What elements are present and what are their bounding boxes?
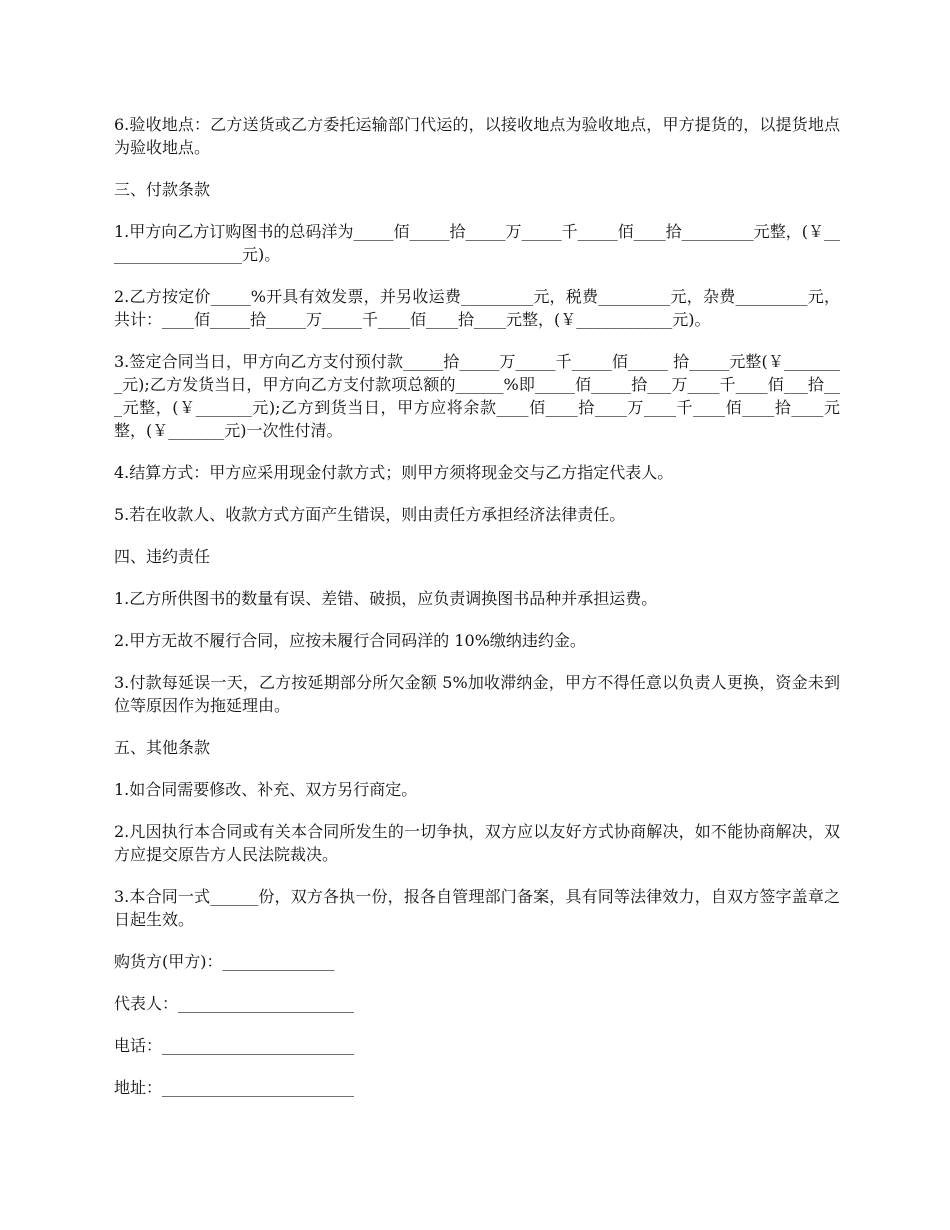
payment-clause-1: 1.甲方向乙方订购图书的总码洋为_____佰_____拾_____万_____千_____佰____拾_________元整，(￥__________________元)。 (114, 222, 840, 264)
payment-clause-3: 3.签定合同当日，甲方向乙方支付预付款_____拾_____万_____千_____佰_____ 拾_____元整(￥________元);乙方发货当日，甲方向乙方支付款项总额的______%即_____佰_____拾___万____千____佰___拾___元整，(￥_______元);乙方到货当日，甲方应将余款____佰____拾____万____千____佰____拾____元整，(￥_______元)一次性付清。 (114, 352, 840, 440)
liability-clause-1: 1.乙方所供图书的数量有误、差错、破损，应负责调换图书品种并承担运费。 (114, 589, 658, 608)
clause-6-inspection-location: 6.验收地点：乙方送货或乙方委托运输部门代运的，以接收地点为验收地点，甲方提货的，以提货地点为验收地点。 (114, 115, 840, 157)
other-clause-1: 1.如合同需要修改、补充、双方另行商定。 (114, 780, 418, 799)
section-4-heading: 四、违约责任 (114, 547, 211, 566)
section-5-heading: 五、其他条款 (114, 738, 211, 757)
address-line: 地址：________________________ (114, 1078, 355, 1097)
payment-clause-2: 2.乙方按定价_____%开具有效发票，并另收运费_________元，税费_________元，杂费_________元，共计：____佰_____拾_____万_____千____佰____拾____元整，(￥____________元)。 (114, 287, 840, 329)
payment-clause-4: 4.结算方式：甲方应采用现金付款方式；则甲方须将现金交与乙方指定代表人。 (114, 463, 674, 482)
buyer-party-line: 购货方(甲方)：______________ (114, 952, 335, 971)
section-3-heading: 三、付款条款 (114, 180, 211, 199)
liability-clause-3: 3.付款每延误一天，乙方按延期部分所欠金额 5%加收滞纳金，甲方不得任意以负责人更换，资金未到位等原因作为拖延理由。 (114, 673, 840, 715)
liability-clause-2: 2.甲方无故不履行合同，应按未履行合同码洋的 10%缴纳违约金。 (114, 631, 586, 650)
other-clause-2: 2.凡因执行本合同或有关本合同所发生的一切争执，双方应以友好方式协商解决，如不能协商解决，双方应提交原告方人民法院裁决。 (114, 822, 840, 864)
other-clause-3: 3.本合同一式______份，双方各执一份，报各自管理部门备案，具有同等法律效力，自双方签字盖章之日起生效。 (114, 887, 840, 929)
payment-clause-5: 5.若在收款人、收款方式方面产生错误，则由责任方承担经济法律责任。 (114, 505, 626, 524)
document-body (114, 113, 840, 1099)
phone-line: 电话：________________________ (114, 1036, 355, 1055)
representative-line: 代表人：______________________ (114, 994, 355, 1013)
